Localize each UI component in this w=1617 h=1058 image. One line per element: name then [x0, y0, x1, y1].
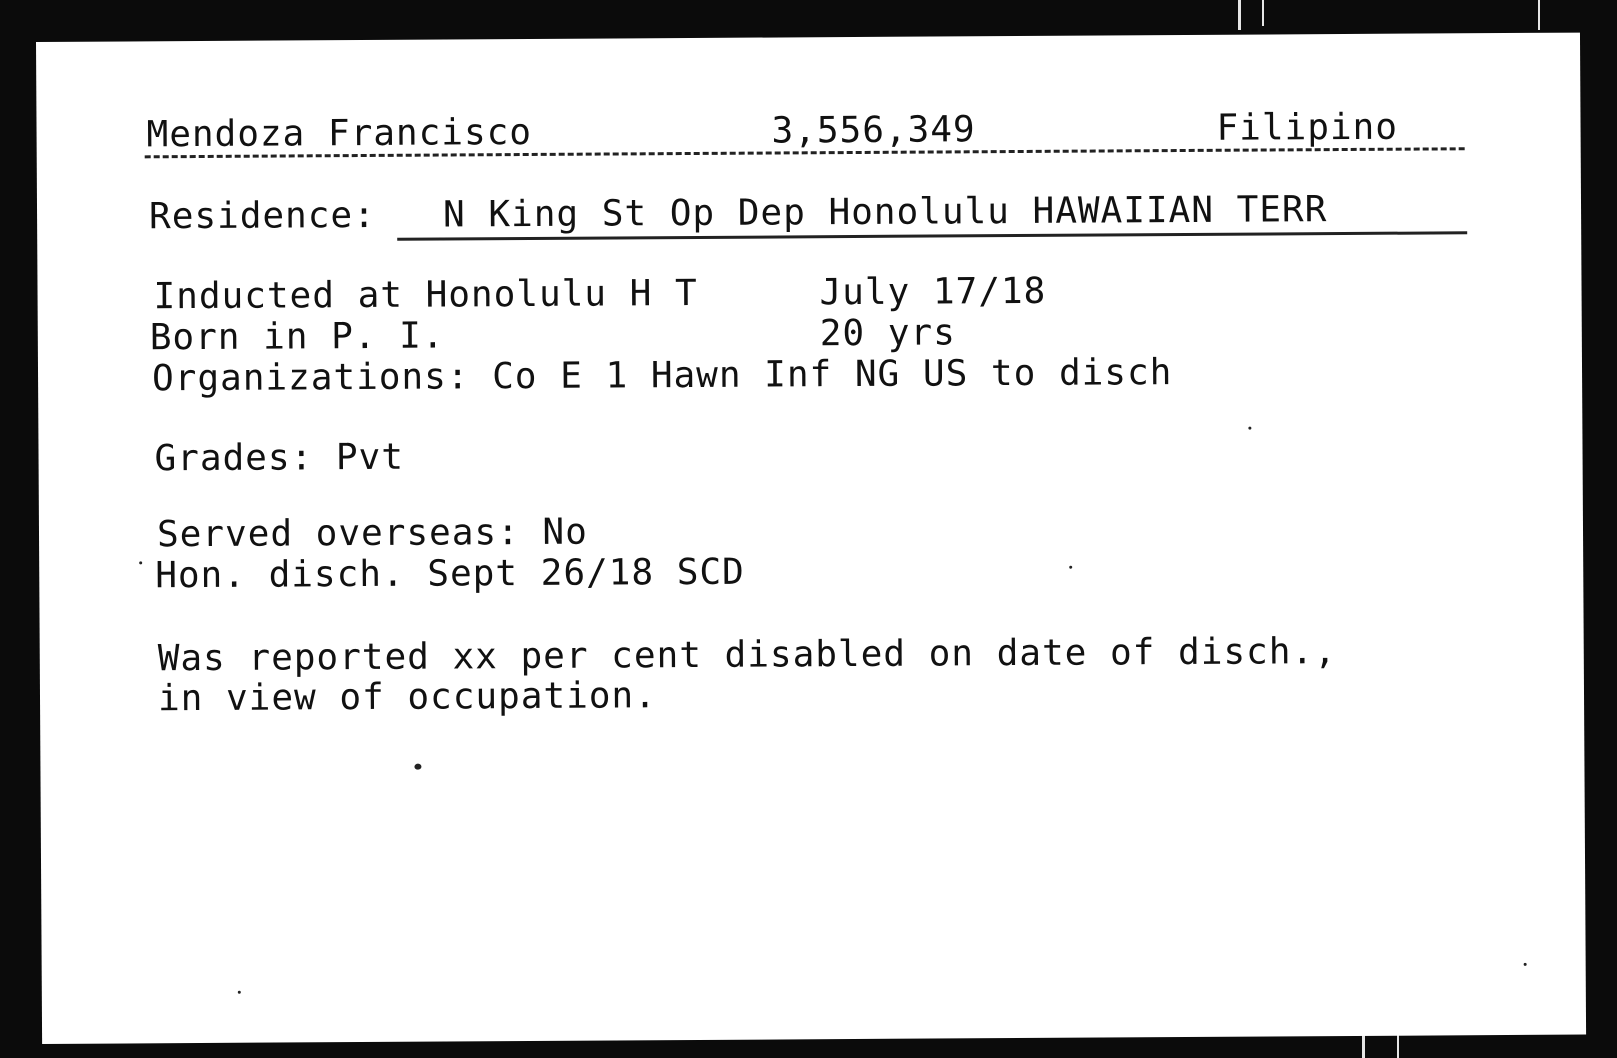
ink-speck [139, 561, 142, 564]
organizations: Organizations: Co E 1 Hawn Inf NG US to disch [151, 352, 1173, 400]
grades: Grades: Pvt [154, 436, 405, 480]
served-overseas: Served overseas: No [156, 511, 588, 556]
ink-speck [1524, 963, 1527, 966]
disability-line-2: in view of occupation. [157, 675, 657, 720]
residence-label: Residence: [148, 194, 376, 238]
inducted-place: Inducted at Honolulu H T [153, 272, 698, 318]
race-designation: Filipino [1216, 106, 1399, 149]
ink-speck [1069, 566, 1072, 569]
inducted-date: July 17/18 [819, 270, 1047, 314]
soldier-name: Mendoza Francisco [146, 111, 533, 156]
scan-artifact-line [1238, 0, 1241, 30]
scan-artifact-line [1262, 0, 1264, 26]
birthplace: Born in P. I. [149, 315, 445, 359]
residence-value: N King St Op Dep Honolulu HAWAIIAN TERR [442, 189, 1328, 236]
scan-artifact-line [1538, 0, 1540, 30]
age: 20 yrs [819, 312, 956, 355]
disability-line-1: Was reported xx per cent disabled on date of disch., [157, 631, 1337, 680]
ink-speck [414, 764, 421, 770]
serial-number: 3,556,349 [771, 109, 976, 152]
discharge-info: Hon. disch. Sept 26/18 SCD [155, 551, 745, 597]
ink-speck [238, 991, 241, 994]
ink-speck [1248, 427, 1251, 430]
service-record-card [36, 33, 1586, 1044]
